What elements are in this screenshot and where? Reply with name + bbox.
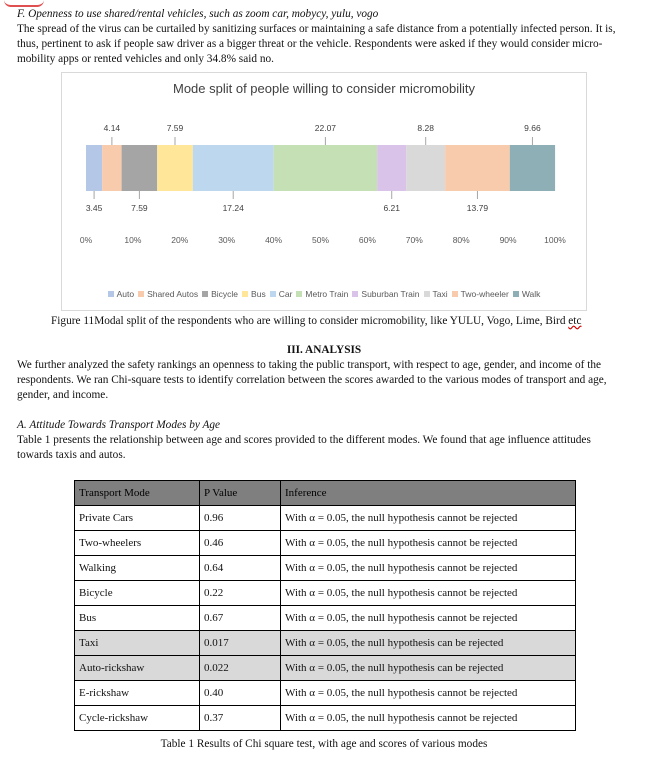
section-f-heading: F. Openness to use shared/rental vehicles, such as zoom car, mobycy, yulu, vogo xyxy=(17,8,379,20)
table-cell: Auto-rickshaw xyxy=(75,656,200,681)
table-cell: With α = 0.05, the null hypothesis cannot be rejected xyxy=(281,506,576,531)
table-cell: Two-wheelers xyxy=(75,531,200,556)
bar-segment xyxy=(86,145,102,191)
bar-segment xyxy=(102,145,121,191)
data-label: 4.14 xyxy=(103,123,121,133)
annotation-mark xyxy=(4,0,44,7)
section-f-line-2: thus, pertinent to ask if people saw driver as a bigger threat or the vehicle. Respondents were asked if they would consider micro- xyxy=(17,38,603,50)
legend-label: Bus xyxy=(251,289,266,299)
legend-label: Auto xyxy=(116,289,135,299)
table-cell: With α = 0.05, the null hypothesis can be rejected xyxy=(281,631,576,656)
bar-segment xyxy=(445,145,510,191)
x-tick-label: 90% xyxy=(499,235,517,245)
table-cell: 0.017 xyxy=(200,631,281,656)
legend-swatch xyxy=(108,291,114,297)
x-tick-label: 80% xyxy=(452,235,470,245)
legend-item xyxy=(202,289,238,299)
legend-label: Two-wheeler xyxy=(460,289,509,299)
table-caption: Table 1 Results of Chi square test, with age and scores of various modes xyxy=(160,738,488,750)
x-tick-label: 60% xyxy=(358,235,376,245)
data-label: 9.66 xyxy=(524,123,541,133)
table-row xyxy=(75,606,576,631)
chart-legend xyxy=(62,289,586,299)
bar-segment xyxy=(193,145,274,191)
figure-caption xyxy=(51,314,581,329)
table-cell: 0.67 xyxy=(200,606,281,631)
x-tick-label: 70% xyxy=(405,235,423,245)
table-header-row xyxy=(75,481,576,506)
table-cell: Taxi xyxy=(75,631,200,656)
legend-swatch xyxy=(296,291,302,297)
legend-item xyxy=(108,289,135,299)
legend-item xyxy=(138,289,198,299)
data-label: 17.24 xyxy=(222,203,244,213)
table-cell: Walking xyxy=(75,556,200,581)
stacked-bar-chart xyxy=(62,73,586,310)
table-row-highlighted xyxy=(75,656,576,681)
section-f-line-3: mobility apps or rented vehicles and only 34.8% said no. xyxy=(17,53,274,65)
table-header-cell: P Value xyxy=(200,481,281,506)
legend-label: Taxi xyxy=(432,289,448,299)
table-header-cell: Transport Mode xyxy=(75,481,200,506)
bar-segment xyxy=(510,145,555,191)
table-cell: 0.46 xyxy=(200,531,281,556)
table-cell: With α = 0.05, the null hypothesis cannot be rejected xyxy=(281,606,576,631)
chart-container xyxy=(61,72,587,311)
table-header-cell: Inference xyxy=(281,481,576,506)
table-cell: 0.96 xyxy=(200,506,281,531)
x-tick-label: 0% xyxy=(79,235,93,245)
table-cell: 0.022 xyxy=(200,656,281,681)
legend-swatch xyxy=(352,291,358,297)
table-cell: With α = 0.05, the null hypothesis cannot be rejected xyxy=(281,681,576,706)
table-row xyxy=(75,706,576,731)
table-cell: With α = 0.05, the null hypothesis cannot be rejected xyxy=(281,706,576,731)
legend-label: Shared Autos xyxy=(147,289,199,299)
data-label: 7.59 xyxy=(166,123,184,133)
table-cell: With α = 0.05, the null hypothesis can be rejected xyxy=(281,656,576,681)
legend-item xyxy=(270,289,293,299)
legend-label: Walk xyxy=(521,289,541,299)
data-label: 13.79 xyxy=(466,203,489,213)
table-cell: Private Cars xyxy=(75,506,200,531)
table-cell: Cycle-rickshaw xyxy=(75,706,200,731)
x-tick-label: 50% xyxy=(311,235,330,245)
table-cell: 0.37 xyxy=(200,706,281,731)
legend-label: Car xyxy=(278,289,293,299)
bar-segment xyxy=(406,145,445,191)
legend-swatch xyxy=(424,291,430,297)
chart-title: Mode split of people willing to consider micromobility xyxy=(172,81,476,96)
figure-caption-tail: etc xyxy=(568,315,582,327)
section-iii-heading: III. ANALYSIS xyxy=(286,344,362,356)
legend-label: Metro Train xyxy=(305,289,349,299)
bar-segment xyxy=(157,145,193,191)
data-label: 3.45 xyxy=(85,203,103,213)
figure-caption-text: Figure 11Modal split of the respondents who are willing to consider micromobility, like YULU, Vogo, Lime, Bird xyxy=(51,315,566,327)
data-label: 8.28 xyxy=(417,123,434,133)
bar-segment xyxy=(122,145,158,191)
legend-label: Suburban Train xyxy=(361,289,420,299)
legend-swatch xyxy=(202,291,208,297)
table-row xyxy=(75,531,576,556)
x-tick-label: 20% xyxy=(171,235,189,245)
table-cell: 0.22 xyxy=(200,581,281,606)
x-tick-label: 10% xyxy=(124,235,142,245)
x-tick-label: 30% xyxy=(218,235,236,245)
section-f-line-1: The spread of the virus can be curtailed by sanitizing surfaces or maintaining a safe distance from a potentially infected person. It is, xyxy=(17,23,616,35)
table-row xyxy=(75,556,576,581)
legend-swatch xyxy=(270,291,276,297)
section-a-line-1: Table 1 presents the relationship between age and scores provided to the different modes. We found that age influence attitudes xyxy=(17,434,591,446)
section-iii-line-3: gender, and income. xyxy=(17,389,109,401)
table-cell: Bicycle xyxy=(75,581,200,606)
data-label: 7.59 xyxy=(131,203,148,213)
bar-segment xyxy=(377,145,406,191)
legend-label: Bicycle xyxy=(211,289,239,299)
table-row-highlighted xyxy=(75,631,576,656)
x-tick-label: 100% xyxy=(544,235,566,245)
section-iii-line-1: We further analyzed the safety rankings an openness to taking the public transport, with respect to age, gender, and income of the xyxy=(17,359,601,371)
section-a-heading: A. Attitude Towards Transport Modes by Age xyxy=(17,419,221,431)
legend-swatch xyxy=(242,291,248,297)
table-cell: With α = 0.05, the null hypothesis cannot be rejected xyxy=(281,581,576,606)
bar-segment xyxy=(274,145,378,191)
section-a-line-2: towards taxis and autos. xyxy=(17,449,126,461)
x-tick-label: 40% xyxy=(265,235,283,245)
data-label: 22.07 xyxy=(314,123,337,133)
table-cell: Bus xyxy=(75,606,200,631)
legend-item xyxy=(452,289,509,299)
legend-swatch xyxy=(138,291,144,297)
legend-swatch xyxy=(452,291,458,297)
legend-item xyxy=(424,289,448,299)
legend-item xyxy=(296,289,348,299)
results-table xyxy=(74,480,576,731)
legend-item xyxy=(513,289,541,299)
legend-item xyxy=(352,289,419,299)
data-label: 6.21 xyxy=(383,203,400,213)
table-row xyxy=(75,681,576,706)
table-cell: E-rickshaw xyxy=(75,681,200,706)
table-cell: With α = 0.05, the null hypothesis cannot be rejected xyxy=(281,531,576,556)
section-iii-line-2: respondents. We ran Chi-square tests to identify correlation between the scores awarded to the various modes of transport and age, xyxy=(17,374,607,386)
table-row xyxy=(75,581,576,606)
table-row xyxy=(75,506,576,531)
table-cell: 0.40 xyxy=(200,681,281,706)
legend-item xyxy=(242,289,266,299)
table-cell: With α = 0.05, the null hypothesis cannot be rejected xyxy=(281,556,576,581)
table-cell: 0.64 xyxy=(200,556,281,581)
legend-swatch xyxy=(513,291,519,297)
